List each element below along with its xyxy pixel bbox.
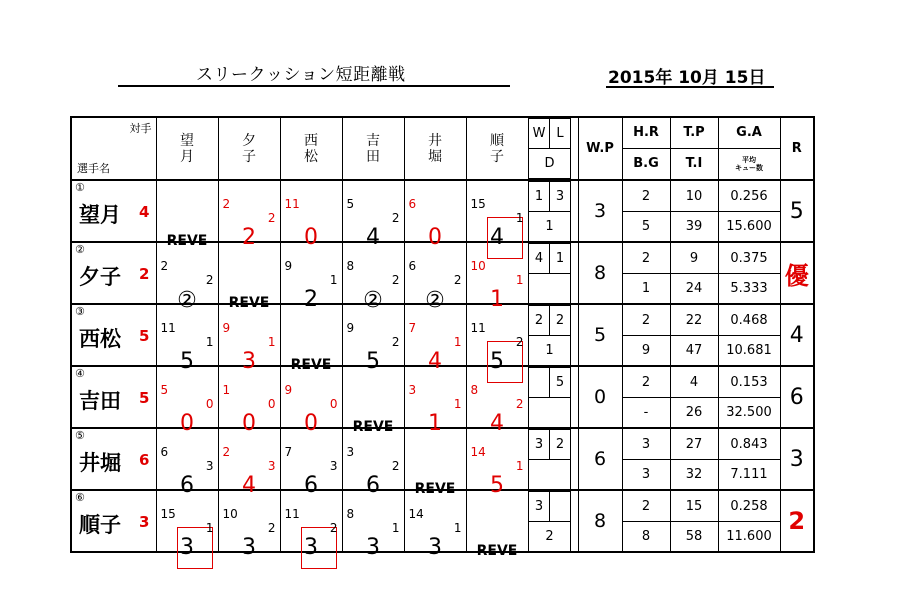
circled-score: ② — [363, 288, 383, 313]
result-cell — [218, 428, 280, 498]
player-row — [71, 490, 814, 552]
losses: 2 — [549, 429, 571, 460]
score-value: 3 — [242, 535, 256, 560]
innings-value: 3 — [205, 459, 214, 473]
result-cell — [280, 428, 342, 498]
innings-value: 2 — [329, 521, 338, 535]
points-value: 15 — [160, 507, 176, 521]
rank-value: 3 — [780, 428, 814, 490]
ga-avg-cell — [718, 180, 780, 242]
total-innings: 26 — [685, 404, 703, 420]
player-number: ④ — [75, 367, 85, 380]
score-value: 3 — [180, 535, 194, 560]
points-value: 9 — [284, 259, 293, 273]
points-value: 10 — [222, 507, 238, 521]
ga-avg-cell — [718, 490, 780, 552]
result-cell — [218, 242, 280, 311]
hr-bg-header: H.R B.G — [622, 117, 670, 180]
innings-value: 0 — [267, 397, 276, 411]
draws: 1 — [528, 211, 571, 242]
player-name: 順子 — [79, 513, 121, 537]
score-value: 6 — [180, 473, 194, 498]
player-row — [71, 180, 814, 242]
avg-cue-count: 11.600 — [726, 528, 772, 544]
draws — [528, 397, 571, 428]
result-cell — [156, 428, 218, 498]
result-cell — [218, 180, 280, 250]
points-value: 2 — [160, 259, 169, 273]
win-points: 6 — [578, 428, 622, 490]
innings-value: 1 — [515, 459, 524, 473]
score-value: 5 — [366, 349, 380, 374]
player-name-cell — [71, 304, 156, 366]
best-game: - — [643, 404, 649, 420]
score-value: 3 — [366, 535, 380, 560]
avg-cue-count: 5.333 — [730, 280, 768, 296]
result-cell — [218, 366, 280, 436]
score-value: 0 — [180, 411, 194, 436]
total-points: 4 — [671, 368, 718, 398]
innings-value: 2 — [205, 273, 214, 287]
tp-ti-header: T.P T.I — [670, 117, 718, 180]
innings-value: 1 — [453, 397, 462, 411]
opponent-header-1: 望 月 — [156, 117, 218, 180]
points-value: 7 — [408, 321, 417, 335]
win-points: 3 — [578, 180, 622, 242]
player-number: ① — [75, 181, 85, 194]
player-name-cell — [71, 180, 156, 242]
high-run: 2 — [623, 368, 670, 398]
innings-value: 1 — [515, 273, 524, 287]
player-name: 吉田 — [79, 389, 121, 413]
points-value: 8 — [346, 507, 355, 521]
player-name-cell — [71, 428, 156, 490]
avg-cue-count: 32.500 — [726, 404, 772, 420]
innings-value: 2 — [391, 211, 400, 225]
result-cell — [404, 304, 466, 374]
ga-avg-header: G.A 平均 キュー数 — [718, 117, 780, 180]
reve-label: REVE — [166, 233, 208, 249]
result-cell — [218, 490, 280, 560]
player-row — [71, 242, 814, 304]
corner-header-cell — [71, 117, 156, 180]
player-number: ⑤ — [75, 429, 85, 442]
wld-cell — [528, 366, 578, 428]
score-value: 5 — [180, 349, 194, 374]
result-cell — [342, 490, 404, 560]
tp-ti-cell — [670, 490, 718, 552]
total-innings: 47 — [685, 342, 703, 358]
player-name: 夕子 — [79, 265, 121, 289]
win-points: 0 — [578, 366, 622, 428]
draws: 2 — [528, 521, 571, 552]
high-run: 2 — [623, 244, 670, 274]
rank-value: 2 — [780, 490, 814, 552]
ga-avg-cell — [718, 366, 780, 428]
best-game: 3 — [641, 466, 651, 482]
player-handicap: 5 — [139, 327, 150, 345]
points-value: 15 — [470, 197, 486, 211]
result-cell — [404, 428, 466, 497]
innings-value: 1 — [267, 335, 276, 349]
result-cell — [404, 366, 466, 436]
result-cell — [156, 242, 218, 313]
rank-value: 優 — [780, 242, 814, 304]
innings-value: 2 — [453, 273, 462, 287]
ga-avg-cell — [718, 242, 780, 304]
result-cell — [156, 366, 218, 436]
avg-cue-count: 15.600 — [726, 218, 772, 234]
opponent-header-5: 井 堀 — [404, 117, 466, 180]
page-title: スリークッション短距離戦 — [196, 65, 406, 85]
player-handicap: 6 — [139, 451, 150, 469]
rank-value: 5 — [780, 180, 814, 242]
wins: 3 — [528, 491, 550, 522]
points-value: 6 — [408, 259, 417, 273]
total-innings: 32 — [685, 466, 703, 482]
score-value: 0 — [428, 225, 442, 250]
wins — [528, 367, 550, 398]
total-points: 22 — [671, 306, 718, 336]
points-value: 5 — [346, 197, 355, 211]
score-value: 5 — [490, 473, 504, 498]
score-value: 2 — [242, 225, 256, 250]
innings-value: 3 — [267, 459, 276, 473]
hr-bg-cell — [622, 304, 670, 366]
score-value: 4 — [428, 349, 442, 374]
points-value: 11 — [470, 321, 486, 335]
wins: 2 — [528, 305, 550, 336]
best-game: 8 — [641, 528, 651, 544]
player-handicap: 5 — [139, 389, 150, 407]
wld-cell — [528, 242, 578, 304]
result-cell — [342, 242, 404, 313]
innings-value: 1 — [453, 335, 462, 349]
general-average: 0.468 — [719, 306, 780, 336]
draws — [528, 273, 571, 304]
opponent-label: 対手 — [129, 122, 152, 135]
score-value: 4 — [366, 225, 380, 250]
result-cell — [466, 242, 528, 312]
opponent-header-2: 夕 子 — [218, 117, 280, 180]
general-average: 0.256 — [719, 182, 780, 212]
total-innings: 58 — [685, 528, 703, 544]
points-value: 6 — [408, 197, 417, 211]
result-cell — [404, 242, 466, 313]
l-header: L — [549, 118, 571, 149]
score-value: 0 — [242, 411, 256, 436]
general-average: 0.375 — [719, 244, 780, 274]
ga-avg-cell — [718, 428, 780, 490]
header-row — [71, 117, 814, 180]
match-date: 2015年 10月 15日 — [608, 68, 766, 88]
player-name-cell — [71, 490, 156, 552]
avg-cue-count: 7.111 — [730, 466, 768, 482]
score-value: 5 — [490, 349, 504, 374]
result-cell — [342, 366, 404, 435]
win-points: 8 — [578, 490, 622, 552]
points-value: 8 — [346, 259, 355, 273]
draws: 1 — [528, 335, 571, 366]
hr-bg-cell — [622, 180, 670, 242]
result-cell — [342, 180, 404, 250]
score-value: 6 — [304, 473, 318, 498]
general-average: 0.843 — [719, 430, 780, 460]
result-cell — [466, 428, 528, 498]
opponent-header-4: 吉 田 — [342, 117, 404, 180]
general-average: 0.153 — [719, 368, 780, 398]
innings-value: 2 — [391, 273, 400, 287]
win-points: 5 — [578, 304, 622, 366]
reve-label: REVE — [476, 543, 518, 559]
total-points: 27 — [671, 430, 718, 460]
result-cell — [342, 428, 404, 498]
general-average: 0.258 — [719, 492, 780, 522]
player-handicap: 4 — [139, 203, 150, 221]
score-value: 2 — [304, 287, 318, 312]
player-row — [71, 366, 814, 428]
result-cell — [156, 490, 218, 560]
opponent-header-3: 西 松 — [280, 117, 342, 180]
w-header: W — [528, 118, 550, 149]
player-label: 選手名 — [77, 162, 110, 175]
hr-bg-cell — [622, 366, 670, 428]
tp-ti-cell — [670, 180, 718, 242]
hr-bg-cell — [622, 490, 670, 552]
player-row — [71, 428, 814, 490]
rank-value: 6 — [780, 366, 814, 428]
wld-cell — [528, 304, 578, 366]
wins: 1 — [528, 181, 550, 212]
ga-avg-cell — [718, 304, 780, 366]
points-value: 2 — [222, 445, 231, 459]
score-value: 3 — [242, 349, 256, 374]
player-name: 井堀 — [79, 451, 121, 475]
reve-label: REVE — [228, 295, 270, 311]
player-name-cell — [71, 242, 156, 304]
total-points: 9 — [671, 244, 718, 274]
high-run: 2 — [623, 182, 670, 212]
result-cell — [404, 490, 466, 560]
result-cell — [466, 304, 528, 374]
player-number: ② — [75, 243, 85, 256]
best-game: 5 — [641, 218, 651, 234]
result-cell — [280, 242, 342, 312]
wp-header: W.P — [578, 117, 622, 180]
score-value: 6 — [366, 473, 380, 498]
losses: 1 — [549, 243, 571, 274]
tp-ti-cell — [670, 428, 718, 490]
best-game: 1 — [641, 280, 651, 296]
hr-bg-cell — [622, 242, 670, 304]
player-number: ⑥ — [75, 491, 85, 504]
result-cell — [280, 304, 342, 373]
innings-value: 1 — [515, 211, 524, 225]
losses: 3 — [549, 181, 571, 212]
tp-ti-cell — [670, 242, 718, 304]
date-underline — [606, 86, 774, 88]
wld-cell — [528, 490, 578, 552]
points-value: 7 — [284, 445, 293, 459]
points-value: 3 — [346, 445, 355, 459]
result-cell — [342, 304, 404, 374]
innings-value: 1 — [205, 521, 214, 535]
player-name-cell — [71, 366, 156, 428]
losses: 2 — [549, 305, 571, 336]
score-value: 4 — [490, 411, 504, 436]
high-run: 3 — [623, 430, 670, 460]
innings-value: 1 — [205, 335, 214, 349]
wld-cell — [528, 428, 578, 490]
innings-value: 2 — [267, 211, 276, 225]
reve-label: REVE — [352, 419, 394, 435]
result-cell — [280, 366, 342, 436]
points-value: 6 — [160, 445, 169, 459]
tp-ti-cell — [670, 366, 718, 428]
innings-value: 2 — [391, 459, 400, 473]
high-run: 2 — [623, 306, 670, 336]
opponent-header-6: 順 子 — [466, 117, 528, 180]
points-value: 3 — [408, 383, 417, 397]
result-cell — [466, 490, 528, 559]
score-value: 3 — [428, 535, 442, 560]
reve-label: REVE — [414, 481, 456, 497]
points-value: 14 — [408, 507, 424, 521]
win-points: 8 — [578, 242, 622, 304]
innings-value: 1 — [391, 521, 400, 535]
total-innings: 24 — [685, 280, 703, 296]
points-value: 9 — [284, 383, 293, 397]
wld-cell — [528, 180, 578, 242]
result-cell — [156, 304, 218, 374]
points-value: 9 — [222, 321, 231, 335]
result-cell — [466, 180, 528, 250]
losses: 5 — [549, 367, 571, 398]
result-cell — [218, 304, 280, 374]
reve-label: REVE — [290, 357, 332, 373]
losses — [549, 491, 571, 522]
wins: 3 — [528, 429, 550, 460]
hr-bg-cell — [622, 428, 670, 490]
points-value: 11 — [284, 197, 300, 211]
points-value: 8 — [470, 383, 479, 397]
title-underline — [118, 85, 510, 87]
result-cell — [404, 180, 466, 250]
circled-score: ② — [177, 288, 197, 313]
d-header: D — [528, 148, 571, 179]
avg-cue-count: 10.681 — [726, 342, 772, 358]
player-name: 望月 — [79, 203, 121, 227]
score-value: 0 — [304, 225, 318, 250]
rank-header: R — [780, 117, 814, 180]
player-handicap: 3 — [139, 513, 150, 531]
total-points: 15 — [671, 492, 718, 522]
points-value: 5 — [160, 383, 169, 397]
innings-value: 2 — [391, 335, 400, 349]
results-table — [70, 116, 815, 560]
innings-value: 1 — [453, 521, 462, 535]
result-cell — [156, 180, 218, 249]
total-innings: 39 — [685, 218, 703, 234]
points-value: 11 — [160, 321, 176, 335]
best-game: 9 — [641, 342, 651, 358]
score-value: 4 — [242, 473, 256, 498]
rank-value: 4 — [780, 304, 814, 366]
points-value: 11 — [284, 507, 300, 521]
player-number: ③ — [75, 305, 85, 318]
wld-header — [528, 117, 578, 180]
result-cell — [280, 180, 342, 250]
result-cell — [280, 490, 342, 560]
wins: 4 — [528, 243, 550, 274]
innings-value: 3 — [329, 459, 338, 473]
draws — [528, 459, 571, 490]
player-name: 西松 — [79, 327, 121, 351]
circled-score: ② — [425, 288, 445, 313]
points-value: 14 — [470, 445, 486, 459]
innings-value: 0 — [205, 397, 214, 411]
result-cell — [466, 366, 528, 436]
player-row — [71, 304, 814, 366]
points-value: 2 — [222, 197, 231, 211]
points-value: 1 — [222, 383, 231, 397]
total-points: 10 — [671, 182, 718, 212]
score-value: 1 — [428, 411, 442, 436]
innings-value: 2 — [267, 521, 276, 535]
innings-value: 2 — [515, 335, 524, 349]
tp-ti-cell — [670, 304, 718, 366]
innings-value: 0 — [329, 397, 338, 411]
score-value: 3 — [304, 535, 318, 560]
high-run: 2 — [623, 492, 670, 522]
innings-value: 2 — [515, 397, 524, 411]
player-handicap: 2 — [139, 265, 150, 283]
points-value: 10 — [470, 259, 486, 273]
score-value: 0 — [304, 411, 318, 436]
innings-value: 1 — [329, 273, 338, 287]
score-value: 1 — [490, 287, 504, 312]
points-value: 9 — [346, 321, 355, 335]
score-value: 4 — [490, 225, 504, 250]
